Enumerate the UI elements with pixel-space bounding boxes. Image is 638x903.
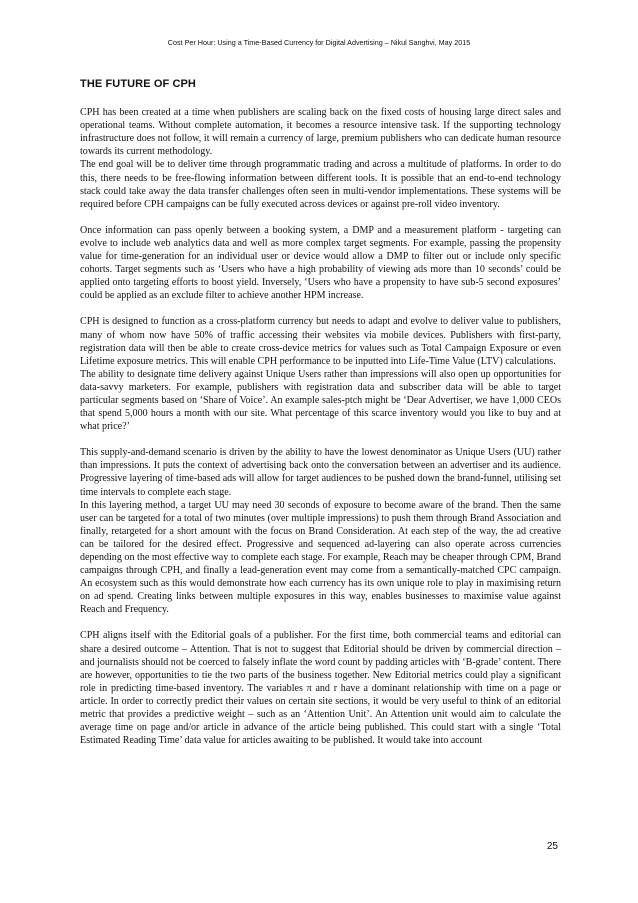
body-content — [80, 78, 561, 747]
running-header: Cost Per Hour: Using a Time-Based Currency for Digital Advertising – Nikul Sanghvi, May 2015 — [167, 38, 471, 47]
paragraph: Once information can pass openly between a booking system, a DMP and a measurement platform - targeting can evolve to include web analytics data and well as more complex target segments. For example, passing the propensity value for time-generation for an individual user or device would allow a DMP to filter out or include only specific cohorts. Target segments such as ‘Users who have a high probability of viewing ads more than 10 seconds’ could be applied onto targeting efforts to boost yield. Inversely, ‘Users who have a propensity to have sub-5 second exposures’ could be applied as an exclude filter to achieve another HPM increase. — [80, 224, 561, 302]
paragraph: The end goal will be to deliver time through programmatic trading and across a multitude of platforms. In order to do this, there needs to be free-flowing information between different tools. It is possible that an end-to-end technology stack could take away the data transfer challenges often seen in multi-vendor implementations. These systems will be required before CPH campaigns can be fully executed across devices or against pre-roll video inventory. — [80, 159, 561, 210]
page-number: 25 — [546, 841, 558, 852]
paragraph: CPH aligns itself with the Editorial goals of a publisher. For the first time, both commercial teams and editorial can share a desired outcome – Attention. That is not to suggest that Editorial should be driven by commercial direction – and journalists should not be coerced to falsely inflate the word count by padding articles with ‘B-grade’ content. There are however, opportunities to tie the two parts of the business together. New Editorial metrics could play a significant role in predicting time-based inventory. The variables π and r have a dominant relationship with time on a page or article. In order to correctly predict their values on certain site sections, it would be very useful to think of an editorial metric that provides a predictive weight – such as an ‘Attention Unit’. An Attention unit would aim to calculate the average time on page and/or article in advance of the article being published. This could start with a single ‘Total Estimated Reading Time’ data value for articles awaiting to be published. It would take into account — [80, 630, 561, 747]
paragraph: The ability to designate time delivery against Unique Users rather than impressions will also open up opportunities for data-savvy marketers. For example, publishers with registration data and subscriber data will be able to target particular segments based on ‘Share of Voice’. An example sales-ptch might be ‘Dear Advertiser, we have 1,000 CEOs that spend 5,000 hours a month with our site. What percentage of this scarce inventory would you like to buy and at what price?’ — [80, 368, 561, 433]
section-title: THE FUTURE OF CPH — [80, 78, 196, 90]
paragraph: This supply-and-demand scenario is driven by the ability to have the lowest denominator as Unique Users (UU) rather than impressions. It puts the context of advertising back onto the conversation between an advertiser and its audience. Progressive layering of time-based ads will allow for target audiences to be pushed down the brand-funnel, utilising set time intervals to complete each stage. — [80, 447, 561, 498]
paragraph: CPH is designed to function as a cross-platform currency but needs to adapt and evolve to deliver value to publishers, many of whom now have 50% of traffic accessing their websites via mobile devices. Publishers with first-party, registration data will then be able to create cross-device metrics for values such as Total Campaign Exposure or even Lifetime exposure metrics. This will enable CPH performance to be inputted into Life-Time Value (LTV) calculations. — [80, 316, 561, 367]
paragraph: CPH has been created at a time when publishers are scaling back on the fixed costs of housing large direct sales and operational teams. Without complete automation, it becomes a resource intensive task. If the supporting technology infrastructure does not follow, it will remain a currency of large, premium publishers who can dedicate human resource towards its current methodology. — [80, 107, 561, 158]
paragraph: In this layering method, a target UU may need 30 seconds of exposure to become aware of the brand. Then the same user can be targeted for a total of two minutes (over multiple impressions) to push them through Brand Association and finally, retargeted for a short amount with the focus on Brand Consideration. At each step of the way, the ad creative can be tailored for the desired effect. Progressive and sequenced ad-layering can also operate across currencies depending on the most effective way to complete each stage. For example, Reach may be cheaper through CPM, Brand campaigns through CPH, and finally a lead-generation event may come from a semantically-matched CPC campaign. An ecosystem such as this would demonstrate how each currency has its own unique role to play in maximising return on ad spend. Creating links between multiple exposures in this way, enables businesses to maximise value against Reach and Frequency. — [80, 499, 561, 616]
